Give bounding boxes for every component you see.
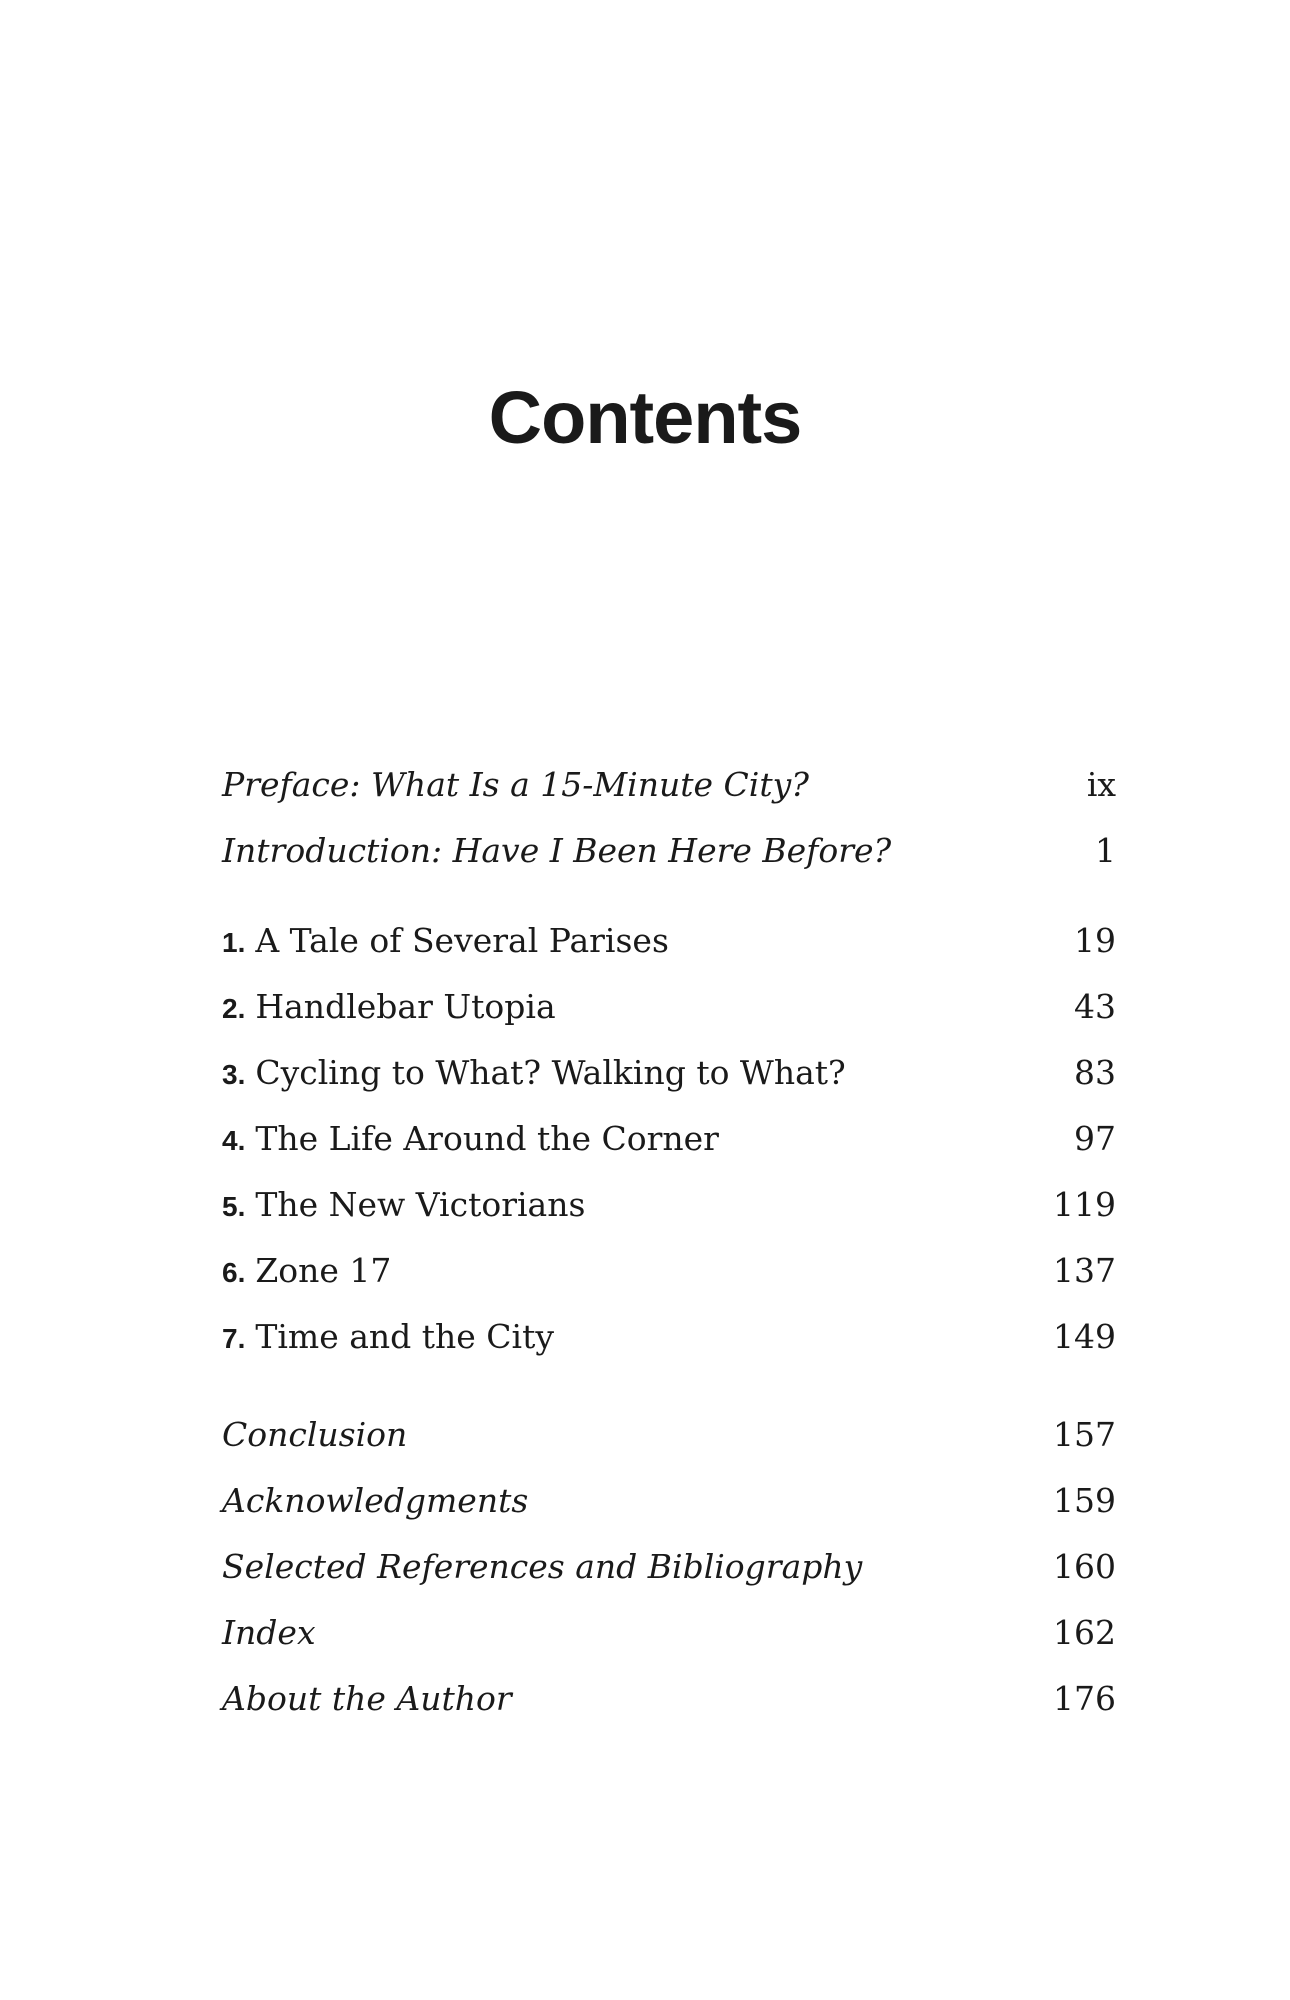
- toc-entry-title: [222, 1246, 391, 1298]
- chapter-title: A Tale of Several Parises: [255, 921, 669, 960]
- toc-entry-title: Index: [222, 1613, 316, 1652]
- chapter-number-dot: .: [237, 993, 246, 1024]
- toc-entry-page: 119: [1053, 1185, 1116, 1224]
- toc-entry-title: [222, 1114, 719, 1166]
- toc-entry-chapter-6[interactable]: [222, 1246, 1116, 1296]
- toc-entry-title: About the Author: [222, 1679, 512, 1718]
- chapter-title: Handlebar Utopia: [255, 987, 556, 1026]
- chapter-title: The New Victorians: [255, 1185, 586, 1224]
- toc-entry-chapter-3[interactable]: [222, 1048, 1116, 1098]
- toc-entry-page: 137: [1053, 1251, 1116, 1290]
- page-title: Contents: [488, 376, 802, 459]
- toc-entry-title: Acknowledgments: [222, 1481, 529, 1520]
- toc-entry-title: [222, 982, 556, 1034]
- toc-entry-page: 162: [1053, 1613, 1116, 1652]
- toc-entry-preface[interactable]: [222, 760, 1116, 810]
- toc-entry-title: [222, 1048, 846, 1100]
- toc-entry-page: 160: [1053, 1547, 1116, 1586]
- toc-entry-page: 159: [1053, 1481, 1116, 1520]
- toc-entry-page: 19: [1074, 921, 1116, 960]
- chapter-number: 3: [222, 1059, 238, 1090]
- chapter-number: 6: [222, 1257, 238, 1288]
- chapter-number-dot: .: [237, 927, 246, 958]
- toc-entry-about-the-author[interactable]: [222, 1674, 1116, 1724]
- chapter-number-dot: .: [237, 1257, 246, 1288]
- chapter-title: Zone 17: [255, 1251, 392, 1290]
- toc-entry-title: Selected References and Bibliography: [222, 1547, 863, 1586]
- chapter-number: 5: [222, 1191, 238, 1222]
- toc-entry-title: Introduction: Have I Been Here Before?: [222, 831, 892, 870]
- toc-entry-title: Conclusion: [222, 1415, 408, 1454]
- toc-entry-page: 157: [1053, 1415, 1116, 1454]
- chapter-number-dot: .: [237, 1125, 246, 1156]
- toc-entry-page: 176: [1053, 1679, 1116, 1718]
- chapter-title: Cycling to What? Walking to What?: [255, 1053, 846, 1092]
- toc-entry-chapter-2[interactable]: [222, 982, 1116, 1032]
- toc-entry-page: 149: [1053, 1317, 1116, 1356]
- toc-entry-title: [222, 1180, 585, 1232]
- toc-entry-page: 1: [1095, 831, 1116, 870]
- toc-entry-chapter-5[interactable]: [222, 1180, 1116, 1230]
- toc-entry-chapter-1[interactable]: [222, 916, 1116, 966]
- toc-entry-title: [222, 916, 669, 968]
- toc-entry-page: 83: [1074, 1053, 1116, 1092]
- chapter-number-dot: .: [237, 1059, 246, 1090]
- toc-entry-page: ix: [1086, 765, 1116, 804]
- toc-entry-references[interactable]: [222, 1542, 1116, 1592]
- chapter-title: Time and the City: [255, 1317, 555, 1356]
- toc-entry-chapter-7[interactable]: [222, 1312, 1116, 1362]
- chapter-number-dot: .: [237, 1323, 246, 1354]
- toc-entry-page: 97: [1074, 1119, 1116, 1158]
- toc-entry-page: 43: [1074, 987, 1116, 1026]
- toc-entry-acknowledgments[interactable]: [222, 1476, 1116, 1526]
- toc-entry-title: Preface: What Is a 15-Minute City?: [222, 765, 809, 804]
- toc-entry-index[interactable]: [222, 1608, 1116, 1658]
- toc-entry-conclusion[interactable]: [222, 1410, 1116, 1460]
- chapter-title: The Life Around the Corner: [255, 1119, 719, 1158]
- chapter-number-dot: .: [237, 1191, 246, 1222]
- toc-entry-chapter-4[interactable]: [222, 1114, 1116, 1164]
- toc-entry-title: [222, 1312, 554, 1364]
- chapter-number: 1: [222, 927, 238, 958]
- chapter-number: 4: [222, 1125, 238, 1156]
- chapter-number: 2: [222, 993, 238, 1024]
- toc-entry-introduction[interactable]: [222, 826, 1116, 876]
- chapter-number: 7: [222, 1323, 238, 1354]
